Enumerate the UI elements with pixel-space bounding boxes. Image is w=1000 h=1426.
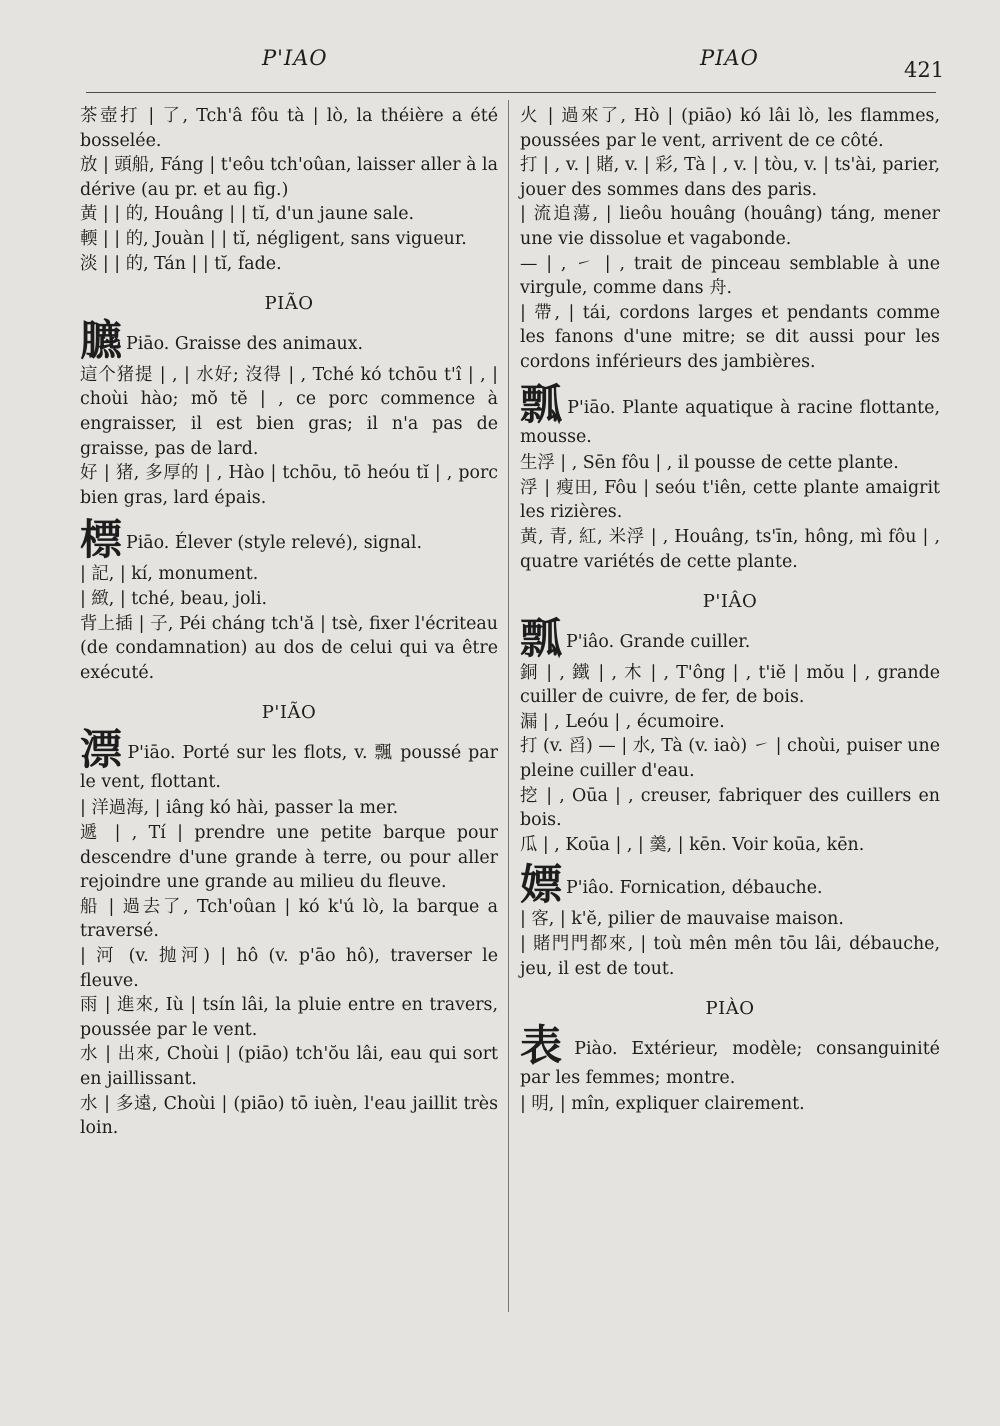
left-column [80, 104, 498, 1141]
sub-entry: 船 | 過去了, Tch'oûan | kó k'ú lò, la barque a traversé. [80, 896, 498, 942]
sub-entry: | 帶, | tái, cordons larges et pendants comme les fanons d'une mitre; se dit aussi pour les cordons inférieurs des jambières. [520, 302, 940, 372]
sub-entry: — | , ㇀ | , trait de pinceau semblable à une virgule, comme dans 舟. [520, 253, 940, 299]
sub-entry: 浮 | 瘦田, Fôu | seóu t'iên, cette plante amaigrit les rizières. [520, 477, 940, 523]
headword-definition: Piào. Extérieur, modèle; consanguinité par les femmes; montre. [520, 1038, 940, 1088]
sub-entry: | 緻, | tché, beau, joli. [80, 588, 268, 609]
sub-entry: 茶壺打 | 了, Tch'â fôu tà | lò, la théière a été bosselée. [80, 106, 498, 151]
sub-entry: 漏 | , Leóu | , écumoire. [520, 711, 725, 732]
sub-entry: 輭 | | 的, Jouàn | | tĭ, négligent, sans vigueur. [80, 228, 467, 249]
sub-entry: 黃 | | 的, Houâng | | tĭ, d'un jaune sale. [80, 204, 415, 225]
sub-entry: 好 | 猪, 多厚的 | , Hào | tchōu, tō heóu tĭ | , porc bien gras, lard épais. [80, 463, 498, 508]
headword-definition: Piāo. Graisse des animaux. [126, 333, 364, 354]
headword-entry [520, 379, 940, 450]
sub-entry: 水 | 出來, Choùi | (piāo) tch'ŏu lâi, eau qui sort en jaillissant. [80, 1044, 498, 1089]
headword-entry [520, 860, 940, 910]
headword-character: 瓢 [520, 379, 564, 429]
section-heading: P'IÂO [702, 591, 758, 613]
sub-entry: 挖 | , Oūa | , creuser, fabriquer des cuillers en bois. [520, 785, 940, 831]
headword-entry [520, 1020, 940, 1091]
headword-entry [520, 613, 940, 663]
sub-entry: 淡 | | 的, Tán | | tĭ, fade. [80, 253, 282, 274]
headword-definition: Piāo. Élever (style relevé), signal. [126, 533, 422, 554]
headword-definition: P'iāo. Plante aquatique à racine flottante, mousse. [520, 397, 940, 447]
sub-entry: | 記, | kí, monument. [80, 564, 259, 585]
headword-definition: P'iâo. Fornication, débauche. [566, 878, 823, 899]
sub-entry: | 洋過海, | iâng kó hài, passer la mer. [80, 798, 399, 819]
headword-entry [80, 315, 498, 365]
sub-entry: 放 | 頭船, Fáng | t'eôu tch'oûan, laisser aller à la dérive (au pr. et au fig.) [80, 155, 498, 200]
headword-entry [80, 724, 498, 795]
section-heading: PIÀO [705, 998, 755, 1020]
right-column [520, 104, 940, 1117]
sub-entry: 瓜 | , Koūa | , | 羹, | kēn. Voir koūa, kēn. [520, 834, 865, 855]
headword-character: 漂 [80, 724, 124, 774]
sub-entry: 銅 | , 鐵 | , 木 | , T'ông | , t'iĕ | mŏu | , grande cuiller de cuivre, de fer, de bois. [520, 662, 940, 708]
header-rule [86, 92, 936, 93]
sub-entry: | 明, | mîn, expliquer clairement. [520, 1094, 805, 1115]
sub-entry: 打 | , v. | 賭, v. | 彩, Tà | , v. | tòu, v. | ts'ài, parier, jouer des sommes dans des paris. [520, 155, 940, 200]
sub-entry: 遞 | , Tí | prendre une petite barque pour descendre d'une grande à terre, ou pour aller rejoindre une grande au milieu du fleuve. [80, 823, 498, 893]
headword-entry [80, 515, 498, 565]
headword-character: 嫖 [520, 860, 563, 910]
sub-entry: | 河 (v. 抛河) | hô (v. p'āo hô), traverser le fleuve. [80, 946, 498, 991]
sub-entry: 這个猪提 | , | 水好; 沒得 | , Tché kó tchōu t'î | , | choùi hào; mŏ tĕ | , ce porc commence à engraisser, il est bien gras; il n'a pas de graisse, pas de lard. [80, 364, 498, 459]
headword-character: 瓢 [520, 613, 563, 663]
headword-definition: P'iāo. Porté sur les flots, v. 飄 poussé par le vent, flottant. [80, 742, 498, 792]
sub-entry: | 賭門門都來, | toù mên mên tōu lâi, débauche, jeu, il est de tout. [520, 934, 940, 979]
page-number: 421 [904, 58, 945, 82]
running-header-right: PIAO [700, 46, 759, 70]
column-divider [508, 100, 509, 1312]
sub-entry: 雨 | 進來, Iù | tsín lâi, la pluie entre en travers, poussée par le vent. [80, 995, 498, 1040]
headword-character: 標 [80, 515, 123, 565]
running-header-left: P'IAO [262, 46, 328, 70]
sub-entry: 背上插 | 子, Péi cháng tch'ă | tsè, fixer l'écriteau (de condamnation) au dos de celui qui va être exécuté. [80, 613, 498, 683]
sub-entry: | 流追蕩, | lieôu houâng (houâng) táng, mener une vie dissolue et vagabonde. [520, 204, 940, 249]
headword-character: 表 [520, 1020, 571, 1070]
section-heading: PIÃO [264, 293, 314, 315]
headword-character: 臕 [80, 315, 123, 365]
sub-entry: 火 | 過來了, Hò | (piāo) kó lâi lò, les flammes, poussées par le vent, arrivent de ce côté. [520, 106, 940, 151]
sub-entry: 黃, 青, 紅, 米浮 | , Houâng, ts'īn, hông, mì fôu | , quatre variétés de cette plante. [520, 526, 940, 572]
headword-definition: P'iâo. Grande cuiller. [566, 631, 751, 652]
sub-entry: 打 (v. 舀) — | 水, Tà (v. iaò) ㇀ | choùi, puiser une pleine cuiller d'eau. [520, 736, 940, 782]
sub-entry: 水 | 多遠, Choùi | (piāo) tō iuèn, l'eau jaillit très loin. [80, 1093, 498, 1139]
section-heading: P'IÃO [261, 702, 317, 724]
sub-entry: 生浮 | , Sēn fôu | , il pousse de cette plante. [520, 453, 899, 474]
sub-entry: | 客, | k'ĕ, pilier de mauvaise maison. [520, 909, 844, 930]
